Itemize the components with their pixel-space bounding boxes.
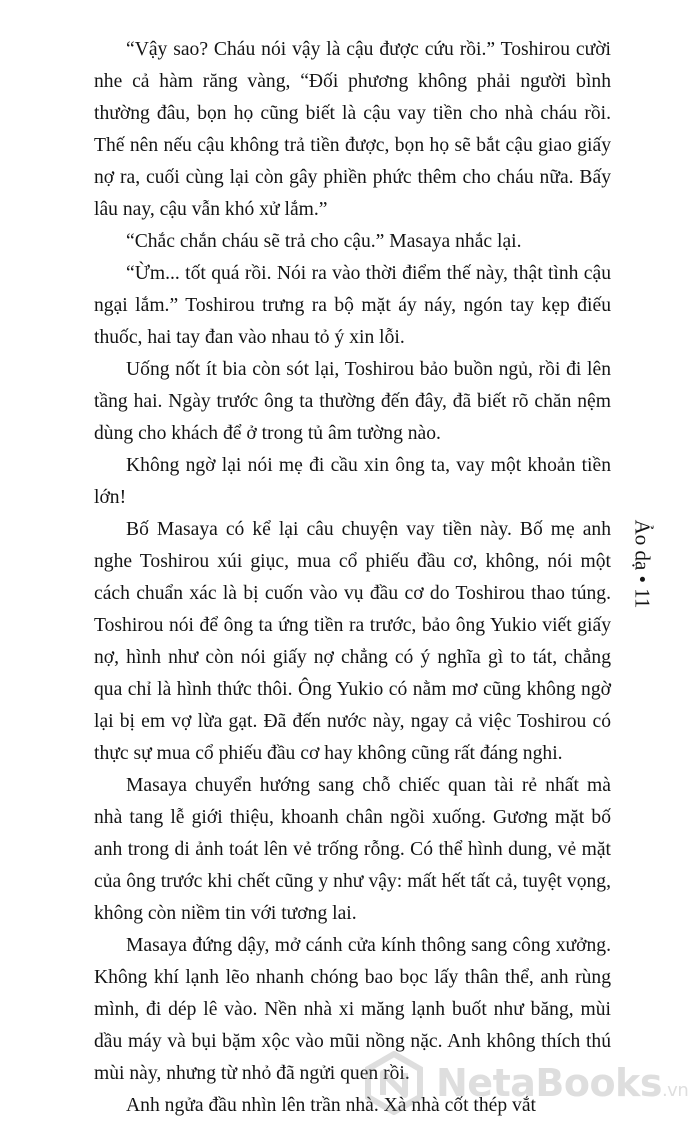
paragraph-8: Masaya đứng dậy, mở cánh cửa kính thông sang công xưởng. Không khí lạnh lẽo nhanh chóng bao bọc lấy thân thể, anh rùng mình, đi dép lê vào. Nền nhà xi măng lạnh buốt như băng, mùi dầu máy và bụi bặm xộc vào mũi nồng nặc. Anh không thích thú mùi này, nhưng từ nhỏ đã ngửi quen rồi. <box>94 935 611 1084</box>
running-header <box>617 504 667 624</box>
watermark-brand: NetaBooks <box>436 1061 662 1105</box>
paragraph-1: “Vậy sao? Cháu nói vậy là cậu được cứu rồi.” Toshirou cười nhe cả hàm răng vàng, “Đối phương không phải người bình thường đâu, bọn họ cũng biết là cậu vay tiền cho nhà cháu rồi. Thế nên nếu cậu không trả tiền được, bọn họ sẽ bắt cậu giao giấy nợ ra, cuối cùng lại còn gây phiền phức thêm cho cháu nữa. Bấy lâu nay, cậu vẫn khó xử lắm.” <box>94 39 611 220</box>
watermark-suffix: .vn <box>661 1080 689 1101</box>
watermark <box>362 1043 700 1123</box>
paragraph-7: Masaya chuyển hướng sang chỗ chiếc quan tài rẻ nhất mà nhà tang lễ giới thiệu, khoanh chân ngồi xuống. Gương mặt bố anh trong di ảnh toát lên vẻ trống rỗng. Có thể hình dung, vẻ mặt của ông trước khi chết cũng y như vậy: mất hết tất cả, tuyệt vọng, không còn niềm tin với tương lai. <box>94 775 611 924</box>
paragraph-2: “Chắc chắn cháu sẽ trả cho cậu.” Masaya nhắc lại. <box>126 231 522 252</box>
watermark-text <box>436 1061 688 1105</box>
body-text <box>94 34 611 1122</box>
netabooks-logo-icon <box>362 1051 426 1115</box>
paragraph-3: “Ừm... tốt quá rồi. Nói ra vào thời điểm thế này, thật tình cậu ngại lắm.” Toshirou trưng ra bộ mặt áy náy, ngón tay kẹp điếu thuốc, hai tay đan vào nhau tỏ ý xin lỗi. <box>94 263 611 348</box>
paragraph-5: Không ngờ lại nói mẹ đi cầu xin ông ta, vay một khoản tiền lớn! <box>94 455 611 508</box>
running-title-page-number: Ảo dạ • 11 <box>630 519 655 609</box>
paragraph-6: Bố Masaya có kể lại câu chuyện vay tiền này. Bố mẹ anh nghe Toshirou xúi giục, mua cổ phiếu đầu cơ, không, nói một cách chuẩn xác là bị cuốn vào vụ đầu cơ do Toshirou thao túng. Toshirou nói để ông ta ứng tiền ra trước, bảo ông Yukio viết giấy nợ, hình như còn nói giấy nợ chẳng có ý nghĩa gì to tát, chẳng qua chỉ là hình thức thôi. Ông Yukio có nằm mơ cũng không ngờ lại bị em vợ lừa gạt. Đã đến nước này, ngay cả việc Toshirou có thực sự mua cổ phiếu đầu cơ hay không cũng rất đáng nghi. <box>94 519 611 764</box>
paragraph-4: Uống nốt ít bia còn sót lại, Toshirou bảo buồn ngủ, rồi đi lên tầng hai. Ngày trước ông ta thường đến đây, đã biết rõ chăn nệm dùng cho khách để ở trong tủ âm tường nào. <box>94 359 611 444</box>
paragraph-9: Anh ngửa đầu nhìn lên trần nhà. Xà nhà cốt thép vắt <box>126 1095 536 1116</box>
